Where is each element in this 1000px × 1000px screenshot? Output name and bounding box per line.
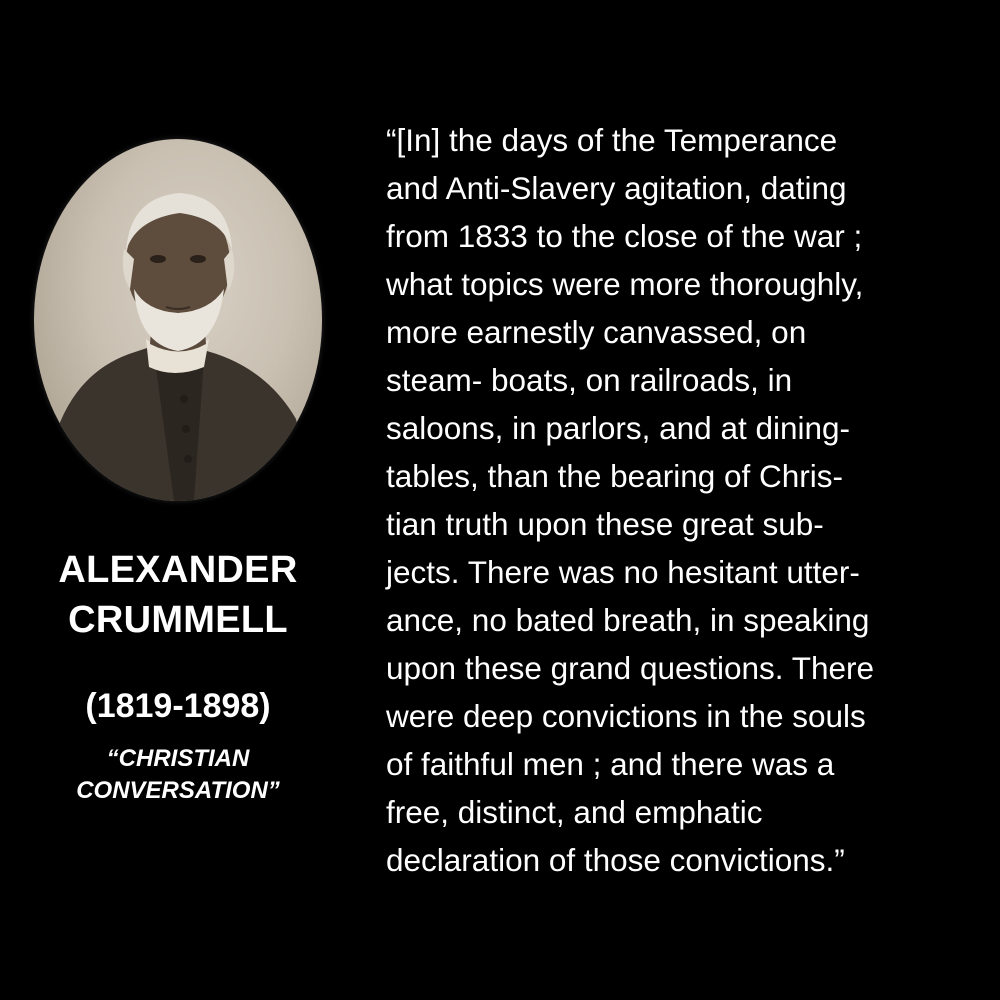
life-dates: (1819-1898) bbox=[85, 687, 271, 725]
quote-line: “[In] the days of the Temperance bbox=[386, 122, 838, 158]
quote-line: more earnestly canvassed, on bbox=[386, 314, 807, 350]
person-name-line-2: CRUMMELL bbox=[68, 599, 288, 641]
quote-line: steam- boats, on railroads, in bbox=[386, 362, 793, 398]
quote-line: saloons, in parlors, and at dining- bbox=[386, 410, 851, 446]
quote-line: jects. There was no hesitant utter- bbox=[386, 554, 860, 590]
person-name bbox=[20, 545, 336, 645]
quote-line: from 1833 to the close of the war ; bbox=[386, 218, 863, 254]
quote-line: tian truth upon these great sub- bbox=[386, 506, 824, 542]
quote-line: of faithful men ; and there was a bbox=[386, 746, 835, 782]
work-title-line-2: CONVERSATION” bbox=[76, 777, 280, 804]
quote-text bbox=[386, 116, 986, 884]
quote-line: were deep convictions in the souls bbox=[386, 698, 866, 734]
work-title-line-1: “CHRISTIAN bbox=[106, 745, 250, 772]
quote-line: tables, than the bearing of Chris- bbox=[386, 458, 844, 494]
quote-line: free, distinct, and emphatic bbox=[386, 794, 763, 830]
quote-line: ance, no bated breath, in speaking bbox=[386, 602, 870, 638]
work-title bbox=[20, 743, 336, 807]
person-name-line-1: ALEXANDER bbox=[58, 549, 298, 591]
quote-line: and Anti-Slavery agitation, dating bbox=[386, 170, 847, 206]
portrait-photo bbox=[34, 139, 322, 501]
portrait-illustration bbox=[34, 139, 322, 501]
quote-line: declaration of those convictions.” bbox=[386, 842, 845, 878]
quote-line: what topics were more thoroughly, bbox=[386, 266, 864, 302]
quote-line: upon these grand questions. There bbox=[386, 650, 875, 686]
